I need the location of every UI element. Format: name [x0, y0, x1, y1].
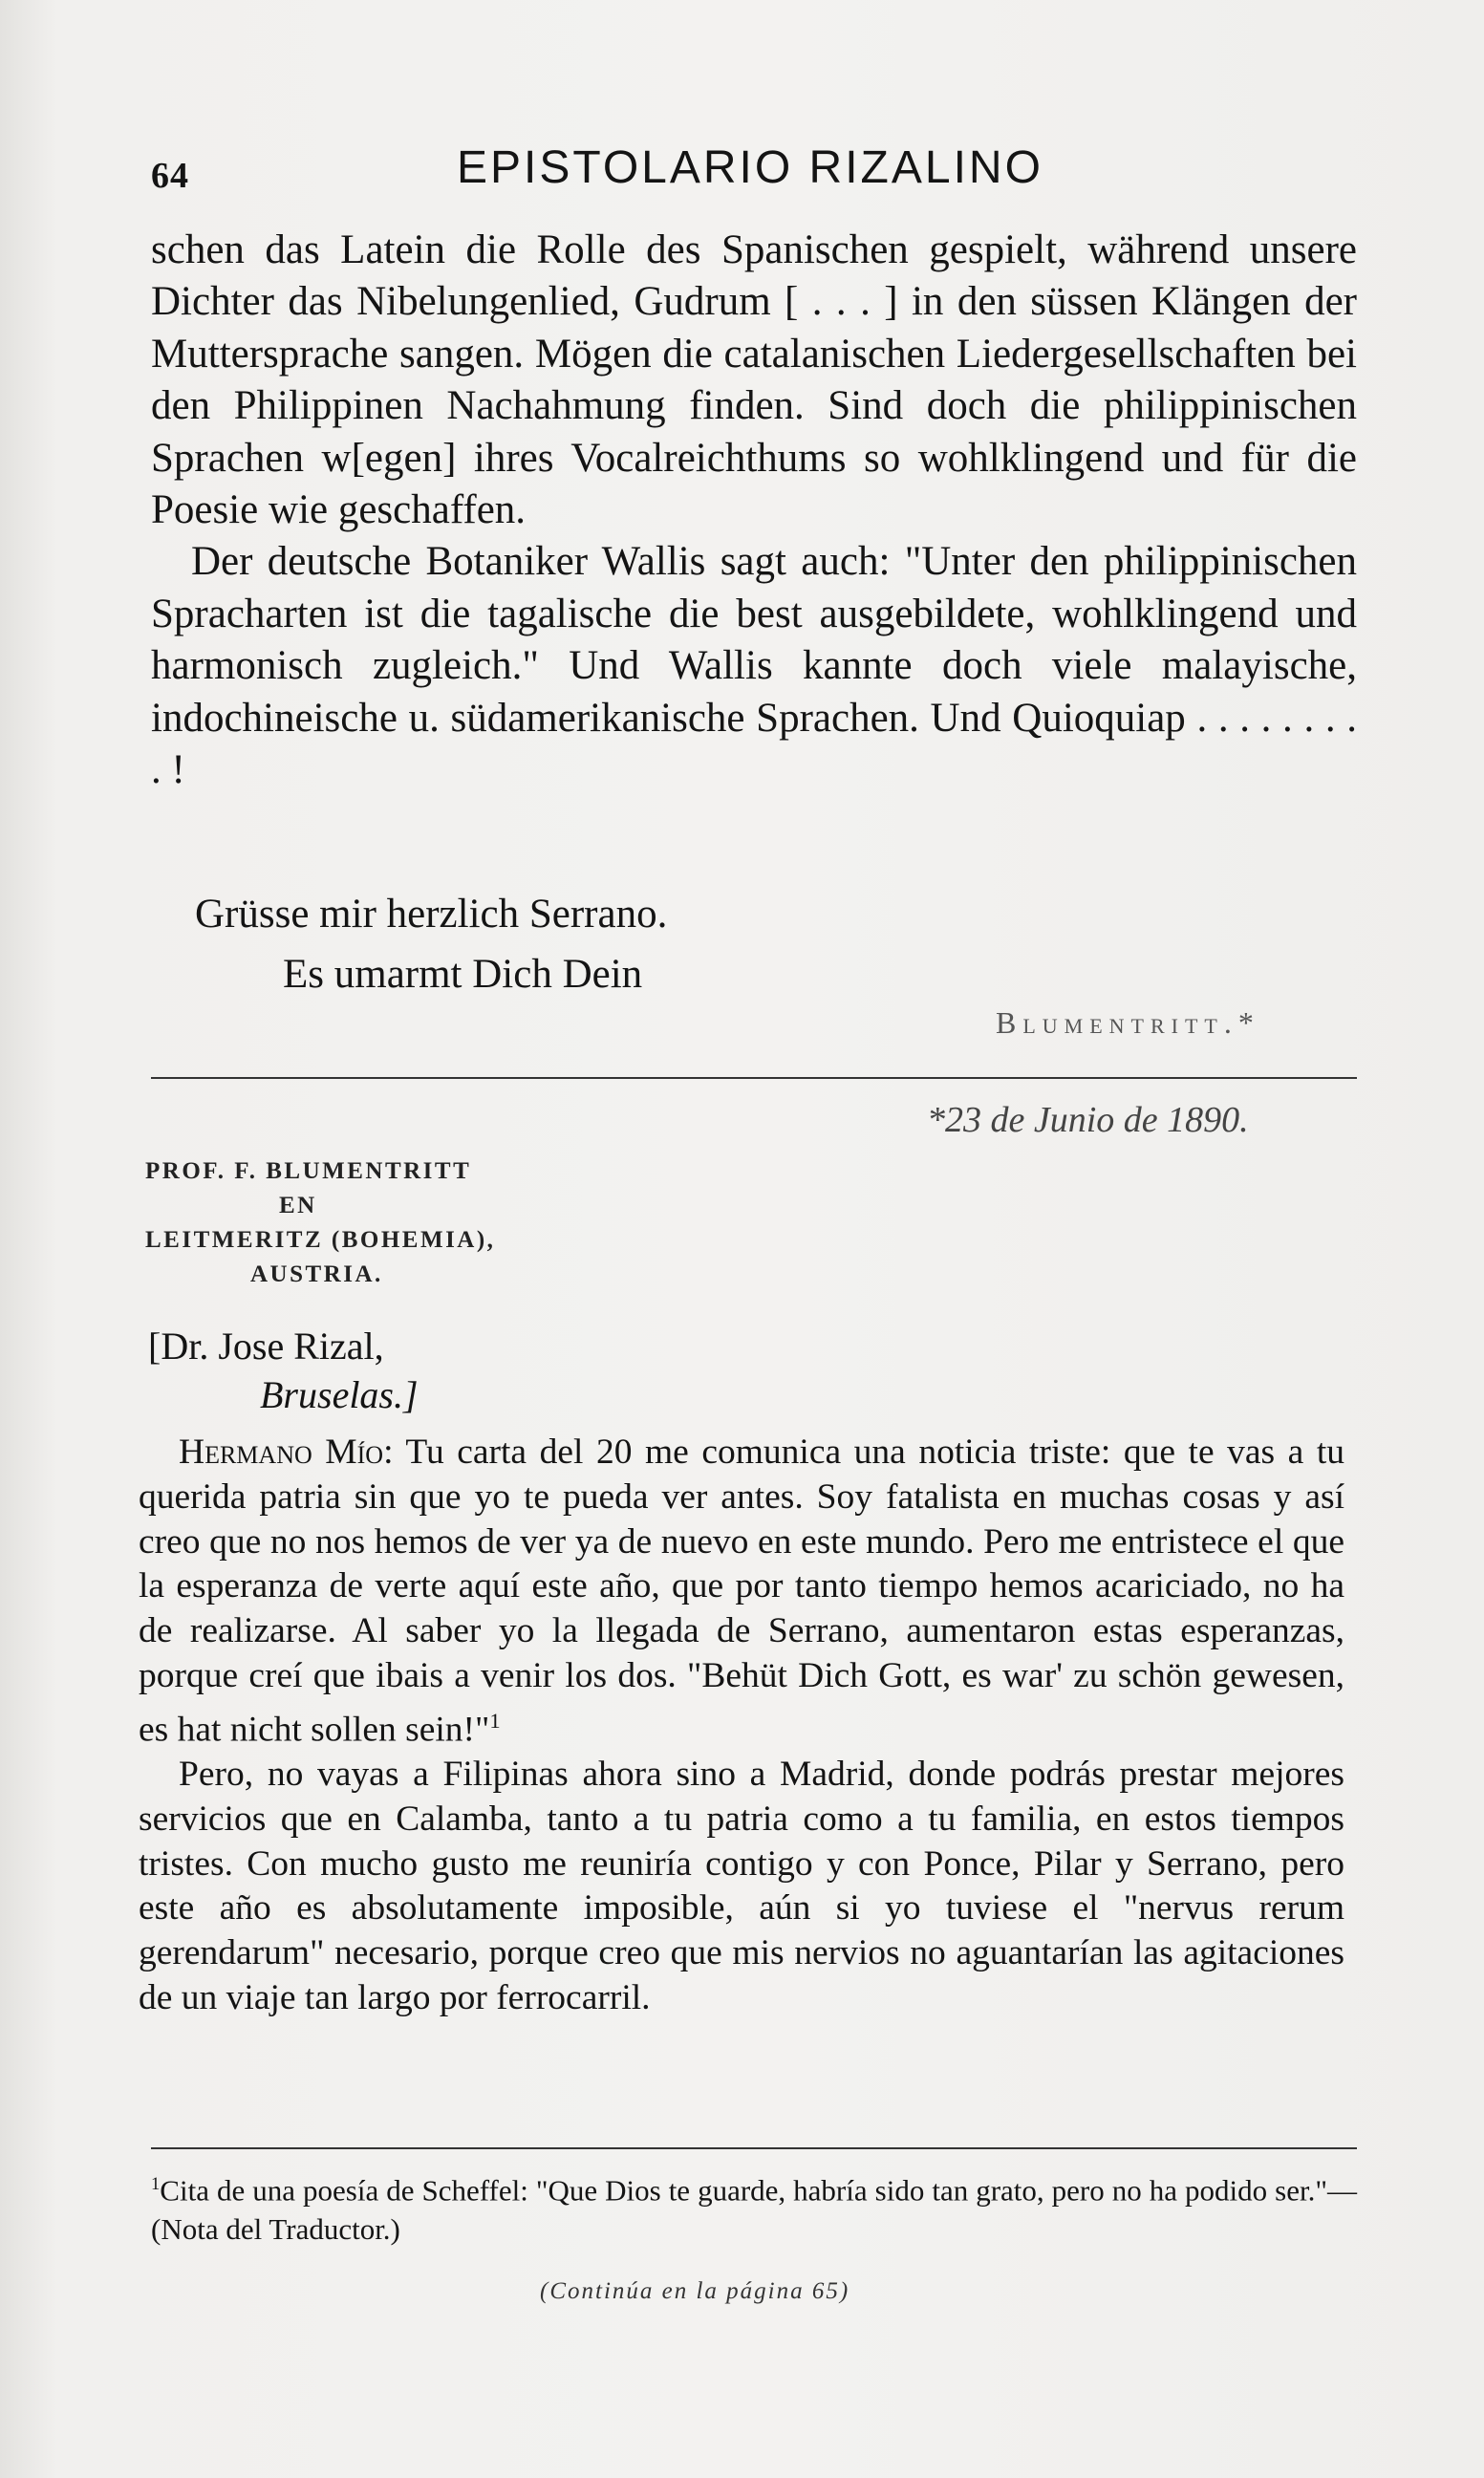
spanish-paragraph-1-text: Tu carta del 20 me comunica una noticia triste: que te vas a tu querida patria sin que yo te pueda ver antes. Soy fatalista en muchas cosas y así creo que no nos hemos de ver ya de nuevo en este mundo. Pero me entristece el que la esperanza de verte aquí este año, que por tanto tiempo hemos acariciado, no ha de realizarse. Al saber yo la llegada de Serrano, aumentaron estas esperanzas, porque creí que ibais a venir los dos. "Behüt Dich Gott, es war' zu schön gewesen, es hat nicht sollen sein!" — [139, 1433, 1345, 1750]
sender-line-3: LEITMERITZ (BOHEMIA), — [145, 1227, 496, 1253]
recipient-name: [Dr. Jose Rizal, — [148, 1325, 384, 1368]
footnote-divider — [151, 2147, 1357, 2149]
footnote-marker: 1 — [151, 2174, 161, 2194]
date-note: *23 de Junio de 1890. — [927, 1100, 1249, 1140]
german-paragraph-2: Der deutsche Botaniker Wallis sagt auch: "Unter den philippinischen Spracharten ist die tagalische die best ausgebildete, wohlklingend und harmonisch zugleich." Und Wallis kannte doch viele malayische, indochineische u. südamerikanische Sprachen. Und Quioquiap . . . . . . . . . ! — [151, 539, 1357, 793]
sender-line-4: AUSTRIA. — [250, 1261, 383, 1287]
sender-line-2: EN — [279, 1193, 317, 1218]
salutation: Hermano Mío: — [179, 1433, 394, 1472]
section-divider — [151, 1077, 1357, 1079]
footnote — [151, 2165, 1357, 2249]
spanish-paragraph-2: Pero, no vayas a Filipinas ahora sino a Madrid, donde podrás prestar mejores servicios que en Calamba, tanto a tu patria como a tu familia, en estos tiempos tristes. Con mucho gusto me reuniría contigo y con Ponce, Pilar y Serrano, pero este año es absolutamente imposible, aún si yo tuviese el "nervus rerum gerendarum" necesario, porque creo que mis nervios no aguantarían las agitaciones de un viaje tan largo por ferrocarril. — [139, 1755, 1344, 2018]
sender-line-1: PROF. F. BLUMENTRITT — [145, 1158, 472, 1184]
closing-embrace: Es umarmt Dich Dein — [283, 952, 643, 997]
recipient-city: Bruselas.] — [260, 1373, 419, 1416]
spanish-letter-body — [139, 1431, 1344, 2021]
signature: Blumentritt.* — [996, 1005, 1260, 1040]
footnote-text: Cita de una poesía de Scheffel: "Que Dios te guarde, habría sido tan grato, pero no ha podido ser."—(Nota del Traductor.) — [151, 2173, 1357, 2247]
closing-greeting: Grüsse mir herzlich Serrano. — [195, 892, 668, 937]
german-letter-body — [151, 225, 1357, 796]
footnote-reference: 1 — [489, 1708, 501, 1733]
german-paragraph-1: schen das Latein die Rolle des Spanischen gespielt, während unsere Dichter das Nibelungenlied, Gudrum [ . . . ] in den süssen Klängen der Muttersprache sangen. Mögen die catalanischen Liedergesellschaften bei den Philippinen Nachahmung finden. Sind doch die philippinischen Sprachen w[egen] ihres Vocalreichthums so wohlklingend und für die Poesie wie geschaffen. — [151, 227, 1357, 533]
page-number: 64 — [151, 156, 189, 196]
spanish-paragraph-1 — [139, 1431, 1344, 1753]
continuation-note: (Continúa en la página 65) — [540, 2278, 850, 2304]
running-title: EPISTOLARIO RIZALINO — [457, 142, 1043, 193]
